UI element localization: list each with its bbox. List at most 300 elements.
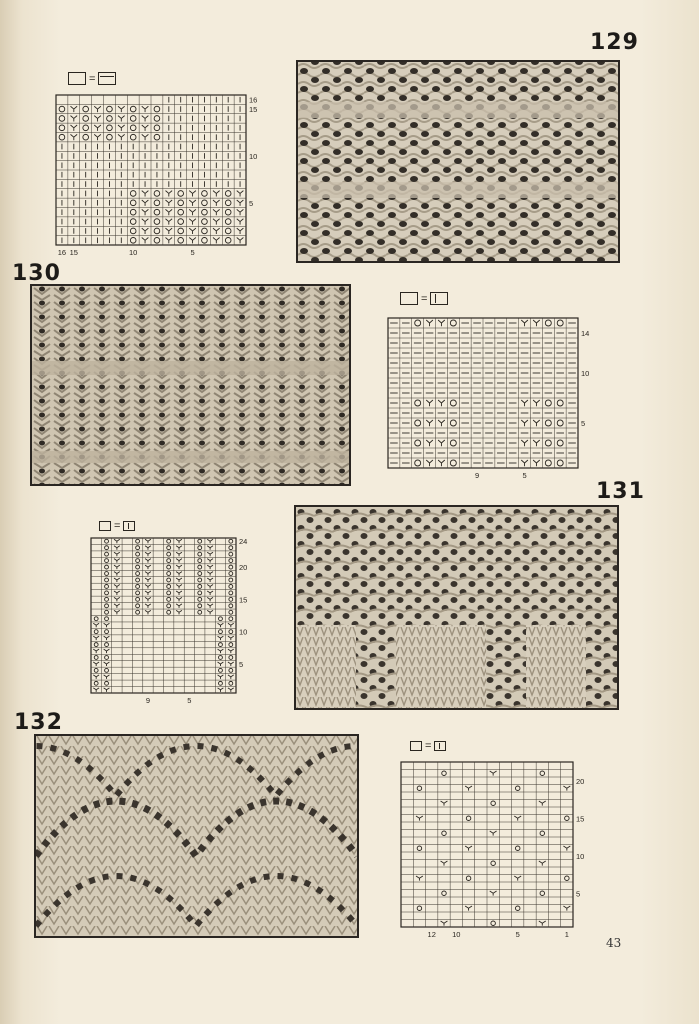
decrease-symbol <box>218 649 224 653</box>
decrease-symbol <box>70 106 77 112</box>
decrease-symbol <box>145 565 151 569</box>
yarn-over-symbol <box>557 420 563 426</box>
yarn-over-symbol <box>107 134 113 140</box>
decrease-symbol <box>142 106 149 112</box>
pattern-number-132: 132 <box>14 710 63 735</box>
legend-129 <box>68 72 116 85</box>
decrease-symbol <box>207 539 213 543</box>
yarn-over-symbol <box>229 643 233 647</box>
legend-empty-cell <box>410 741 422 751</box>
yarn-over-symbol <box>167 559 171 563</box>
decrease-symbol <box>426 420 433 426</box>
yarn-over-symbol <box>154 200 160 206</box>
yarn-over-symbol <box>417 786 422 791</box>
row-number-label: 20 <box>239 563 248 573</box>
yarn-over-symbol <box>83 125 89 131</box>
decrease-symbol <box>176 610 182 614</box>
yarn-over-symbol <box>557 460 563 466</box>
decrease-symbol <box>416 876 423 881</box>
decrease-symbol <box>207 578 213 582</box>
yarn-over-symbol <box>545 400 551 406</box>
decrease-symbol <box>426 440 433 446</box>
decrease-symbol <box>93 688 99 692</box>
yarn-over-symbol <box>167 565 171 569</box>
decrease-symbol <box>142 238 149 244</box>
decrease-symbol <box>533 460 540 466</box>
decrease-symbol <box>533 420 540 426</box>
yarn-over-symbol <box>136 585 140 589</box>
yarn-over-symbol <box>130 191 136 197</box>
decrease-symbol <box>145 572 151 576</box>
yarn-over-symbol <box>202 200 208 206</box>
decrease-symbol <box>563 906 570 911</box>
decrease-symbol <box>114 572 120 576</box>
yarn-over-symbol <box>178 200 184 206</box>
pattern-number-129: 129 <box>590 30 639 55</box>
legend-132 <box>410 741 446 751</box>
yarn-over-symbol <box>229 597 233 601</box>
yarn-over-symbol <box>105 630 109 634</box>
decrease-symbol <box>165 200 172 206</box>
legend-empty-cell <box>400 292 418 305</box>
decrease-symbol <box>176 597 182 601</box>
decrease-symbol <box>213 200 220 206</box>
decrease-symbol <box>438 460 445 466</box>
row-number-label: 10 <box>576 851 585 861</box>
yarn-over-symbol <box>178 209 184 215</box>
yarn-over-symbol <box>136 552 140 556</box>
yarn-over-symbol <box>450 460 456 466</box>
decrease-symbol <box>521 460 528 466</box>
decrease-symbol <box>438 420 445 426</box>
row-number-label: 5 <box>249 198 254 208</box>
yarn-over-symbol <box>105 552 109 556</box>
column-number-label: 12 <box>427 930 436 939</box>
decrease-symbol <box>207 585 213 589</box>
decrease-symbol <box>207 559 213 563</box>
yarn-over-symbol <box>105 546 109 550</box>
yarn-over-symbol <box>491 861 496 866</box>
decrease-symbol <box>94 125 101 131</box>
decrease-symbol <box>104 675 110 679</box>
yarn-over-symbol <box>225 228 231 234</box>
yarn-over-symbol <box>545 460 551 466</box>
decrease-symbol <box>165 191 172 197</box>
decrease-symbol <box>189 200 196 206</box>
yarn-over-symbol <box>130 106 136 112</box>
column-number-label: 5 <box>190 248 195 257</box>
decrease-symbol <box>213 191 220 197</box>
decrease-symbol <box>145 585 151 589</box>
yarn-over-symbol <box>229 572 233 576</box>
yarn-over-symbol <box>450 320 456 326</box>
decrease-symbol <box>165 228 172 234</box>
decrease-symbol <box>441 861 448 866</box>
decrease-symbol <box>70 134 77 140</box>
yarn-over-symbol <box>105 681 109 685</box>
yarn-over-symbol <box>167 604 171 608</box>
pattern-number-131: 131 <box>596 479 645 504</box>
row-number-label: 16 <box>249 95 258 105</box>
decrease-symbol <box>228 623 234 627</box>
decrease-symbol <box>539 861 546 866</box>
yarn-over-symbol <box>167 552 171 556</box>
column-number-label: 5 <box>515 930 520 939</box>
yarn-over-symbol <box>154 134 160 140</box>
decrease-symbol <box>165 209 172 215</box>
yarn-over-symbol <box>417 906 422 911</box>
decrease-symbol <box>70 116 77 122</box>
decrease-symbol <box>521 420 528 426</box>
yarn-over-symbol <box>130 209 136 215</box>
yarn-over-symbol <box>225 219 231 225</box>
yarn-over-symbol <box>105 668 109 672</box>
decrease-symbol <box>114 552 120 556</box>
yarn-over-symbol <box>417 846 422 851</box>
yarn-over-symbol <box>154 191 160 197</box>
decrease-symbol <box>145 604 151 608</box>
yarn-over-symbol <box>229 604 233 608</box>
yarn-over-symbol <box>105 578 109 582</box>
yarn-over-symbol <box>130 134 136 140</box>
yarn-over-symbol <box>229 578 233 582</box>
yarn-over-symbol <box>515 846 520 851</box>
decrease-symbol <box>142 116 149 122</box>
yarn-over-symbol <box>515 906 520 911</box>
yarn-over-symbol <box>178 219 184 225</box>
decrease-symbol <box>104 636 110 640</box>
yarn-over-symbol <box>167 610 171 614</box>
yarn-over-symbol <box>136 604 140 608</box>
decrease-symbol <box>514 876 521 881</box>
row-number-label: 10 <box>581 369 590 378</box>
yarn-over-symbol <box>442 831 447 836</box>
yarn-over-symbol <box>198 552 202 556</box>
yarn-over-symbol <box>105 585 109 589</box>
yarn-over-symbol <box>202 228 208 234</box>
decrease-symbol <box>237 228 244 234</box>
legend-130 <box>400 292 448 305</box>
yarn-over-symbol <box>105 610 109 614</box>
swatch-photo-129 <box>296 60 620 263</box>
yarn-over-symbol <box>107 125 113 131</box>
yarn-over-symbol <box>491 801 496 806</box>
decrease-symbol <box>142 219 149 225</box>
yarn-over-symbol <box>198 604 202 608</box>
row-number-label: 5 <box>576 889 581 899</box>
decrease-symbol <box>490 831 497 836</box>
yarn-over-symbol <box>229 552 233 556</box>
yarn-over-symbol <box>105 597 109 601</box>
yarn-over-symbol <box>557 440 563 446</box>
decrease-symbol <box>93 649 99 653</box>
yarn-over-symbol <box>167 578 171 582</box>
decrease-symbol <box>213 238 220 244</box>
yarn-over-symbol <box>198 578 202 582</box>
yarn-over-symbol <box>229 617 233 621</box>
decrease-symbol <box>228 662 234 666</box>
decrease-symbol <box>533 400 540 406</box>
decrease-symbol <box>114 539 120 543</box>
decrease-symbol <box>237 191 244 197</box>
yarn-over-symbol <box>565 876 570 881</box>
decrease-symbol <box>465 906 472 911</box>
yarn-over-symbol <box>219 668 223 672</box>
decrease-symbol <box>237 200 244 206</box>
decrease-symbol <box>142 134 149 140</box>
yarn-over-symbol <box>105 643 109 647</box>
yarn-over-symbol <box>415 320 421 326</box>
yarn-over-symbol <box>94 630 98 634</box>
yarn-over-symbol <box>219 630 223 634</box>
yarn-over-symbol <box>540 831 545 836</box>
row-number-label: 10 <box>239 627 248 637</box>
decrease-symbol <box>189 191 196 197</box>
yarn-over-symbol <box>94 617 98 621</box>
yarn-over-symbol <box>198 539 202 543</box>
decrease-symbol <box>533 440 540 446</box>
yarn-over-symbol <box>198 565 202 569</box>
yarn-over-symbol <box>130 228 136 234</box>
yarn-over-symbol <box>515 786 520 791</box>
row-number-label: 24 <box>239 537 248 547</box>
decrease-symbol <box>104 623 110 627</box>
column-number-label: 5 <box>522 471 527 480</box>
row-number-label: 15 <box>576 814 585 824</box>
decrease-symbol <box>142 125 149 131</box>
decrease-symbol <box>94 116 101 122</box>
yarn-over-symbol <box>415 440 421 446</box>
yarn-over-symbol <box>540 771 545 776</box>
yarn-over-symbol <box>450 420 456 426</box>
decrease-symbol <box>218 662 224 666</box>
decrease-symbol <box>93 636 99 640</box>
pattern-number-130: 130 <box>12 261 61 286</box>
yarn-over-symbol <box>229 539 233 543</box>
yarn-over-symbol <box>107 116 113 122</box>
decrease-symbol <box>228 675 234 679</box>
yarn-over-symbol <box>225 191 231 197</box>
decrease-symbol <box>228 649 234 653</box>
yarn-over-symbol <box>202 238 208 244</box>
decrease-symbol <box>213 209 220 215</box>
decrease-symbol <box>176 578 182 582</box>
decrease-symbol <box>176 552 182 556</box>
yarn-over-symbol <box>229 681 233 685</box>
yarn-over-symbol <box>154 219 160 225</box>
knitting-chart-129 <box>56 95 266 265</box>
yarn-over-symbol <box>59 116 65 122</box>
legend-131 <box>99 521 135 531</box>
legend-empty-cell <box>99 521 111 531</box>
yarn-over-symbol <box>167 539 171 543</box>
row-number-label: 20 <box>576 776 585 786</box>
yarn-over-symbol <box>545 320 551 326</box>
column-number-label: 9 <box>474 471 480 480</box>
decrease-symbol <box>490 771 497 776</box>
decrease-symbol <box>218 623 224 627</box>
yarn-over-symbol <box>540 891 545 896</box>
yarn-over-symbol <box>167 597 171 601</box>
decrease-symbol <box>189 209 196 215</box>
yarn-over-symbol <box>178 238 184 244</box>
yarn-over-symbol <box>105 617 109 621</box>
knitting-chart-131 <box>91 538 261 713</box>
yarn-over-symbol <box>105 559 109 563</box>
decrease-symbol <box>521 400 528 406</box>
decrease-symbol <box>539 801 546 806</box>
decrease-symbol <box>176 559 182 563</box>
yarn-over-symbol <box>442 771 447 776</box>
column-number-label: 5 <box>187 696 192 705</box>
decrease-symbol <box>514 816 521 821</box>
decrease-symbol <box>145 591 151 595</box>
decrease-symbol <box>490 891 497 896</box>
yarn-over-symbol <box>107 106 113 112</box>
yarn-over-symbol <box>130 238 136 244</box>
row-number-label: 15 <box>239 595 248 605</box>
decrease-symbol <box>118 134 125 140</box>
decrease-symbol <box>145 539 151 543</box>
yarn-over-symbol <box>136 591 140 595</box>
decrease-symbol <box>465 846 472 851</box>
decrease-symbol <box>176 546 182 550</box>
yarn-over-symbol <box>154 228 160 234</box>
yarn-over-symbol <box>557 320 563 326</box>
column-number-label: 10 <box>452 930 461 939</box>
yarn-over-symbol <box>59 125 65 131</box>
decrease-symbol <box>228 688 234 692</box>
yarn-over-symbol <box>136 559 140 563</box>
decrease-symbol <box>114 546 120 550</box>
yarn-over-symbol <box>59 134 65 140</box>
yarn-over-symbol <box>136 610 140 614</box>
yarn-over-symbol <box>229 668 233 672</box>
yarn-over-symbol <box>219 656 223 660</box>
yarn-over-symbol <box>130 219 136 225</box>
decrease-symbol <box>207 604 213 608</box>
decrease-symbol <box>426 460 433 466</box>
yarn-over-symbol <box>225 209 231 215</box>
decrease-symbol <box>189 228 196 234</box>
decrease-symbol <box>521 320 528 326</box>
yarn-over-symbol <box>154 209 160 215</box>
yarn-over-symbol <box>198 559 202 563</box>
decrease-symbol <box>93 662 99 666</box>
decrease-symbol <box>207 610 213 614</box>
decrease-symbol <box>176 591 182 595</box>
yarn-over-symbol <box>450 440 456 446</box>
yarn-over-symbol <box>466 876 471 881</box>
legend-equals: = <box>421 292 428 305</box>
yarn-over-symbol <box>136 539 140 543</box>
yarn-over-symbol <box>83 106 89 112</box>
decrease-symbol <box>207 552 213 556</box>
decrease-symbol <box>114 585 120 589</box>
decrease-symbol <box>165 219 172 225</box>
swatch-photo-131 <box>294 505 619 710</box>
yarn-over-symbol <box>59 106 65 112</box>
decrease-symbol <box>416 816 423 821</box>
knitting-chart-132 <box>401 762 601 942</box>
yarn-over-symbol <box>466 816 471 821</box>
decrease-symbol <box>539 921 546 926</box>
decrease-symbol <box>218 636 224 640</box>
legend-purl-symbol <box>98 72 116 85</box>
yarn-over-symbol <box>167 585 171 589</box>
decrease-symbol <box>142 209 149 215</box>
decrease-symbol <box>145 559 151 563</box>
yarn-over-symbol <box>105 604 109 608</box>
decrease-symbol <box>104 649 110 653</box>
yarn-over-symbol <box>229 591 233 595</box>
column-number-label: 9 <box>145 696 151 705</box>
decrease-symbol <box>207 565 213 569</box>
decrease-symbol <box>114 597 120 601</box>
yarn-over-symbol <box>136 597 140 601</box>
yarn-over-symbol <box>415 420 421 426</box>
yarn-over-symbol <box>154 106 160 112</box>
decrease-symbol <box>228 636 234 640</box>
yarn-over-symbol <box>545 420 551 426</box>
page-number: 43 <box>606 936 622 950</box>
yarn-over-symbol <box>198 610 202 614</box>
legend-empty-cell <box>68 72 86 85</box>
decrease-symbol <box>563 846 570 851</box>
legend-equals: = <box>425 740 432 752</box>
yarn-over-symbol <box>202 191 208 197</box>
yarn-over-symbol <box>229 656 233 660</box>
yarn-over-symbol <box>198 591 202 595</box>
row-number-label: 5 <box>239 659 244 669</box>
yarn-over-symbol <box>130 200 136 206</box>
decrease-symbol <box>104 688 110 692</box>
decrease-symbol <box>563 786 570 791</box>
yarn-over-symbol <box>557 400 563 406</box>
decrease-symbol <box>438 320 445 326</box>
decrease-symbol <box>145 546 151 550</box>
yarn-over-symbol <box>105 591 109 595</box>
yarn-over-symbol <box>545 440 551 446</box>
decrease-symbol <box>145 578 151 582</box>
decrease-symbol <box>114 559 120 563</box>
yarn-over-symbol <box>229 630 233 634</box>
decrease-symbol <box>114 610 120 614</box>
yarn-over-symbol <box>198 572 202 576</box>
decrease-symbol <box>465 786 472 791</box>
decrease-symbol <box>189 238 196 244</box>
yarn-over-symbol <box>130 125 136 131</box>
decrease-symbol <box>70 125 77 131</box>
yarn-over-symbol <box>105 656 109 660</box>
yarn-over-symbol <box>154 125 160 131</box>
decrease-symbol <box>426 400 433 406</box>
decrease-symbol <box>176 565 182 569</box>
yarn-over-symbol <box>229 559 233 563</box>
yarn-over-symbol <box>225 200 231 206</box>
decrease-symbol <box>118 116 125 122</box>
yarn-over-symbol <box>219 643 223 647</box>
yarn-over-symbol <box>105 539 109 543</box>
yarn-over-symbol <box>130 116 136 122</box>
decrease-symbol <box>207 597 213 601</box>
legend-equals: = <box>89 72 96 85</box>
decrease-symbol <box>176 604 182 608</box>
yarn-over-symbol <box>167 572 171 576</box>
yarn-over-symbol <box>198 597 202 601</box>
yarn-over-symbol <box>229 585 233 589</box>
decrease-symbol <box>207 546 213 550</box>
